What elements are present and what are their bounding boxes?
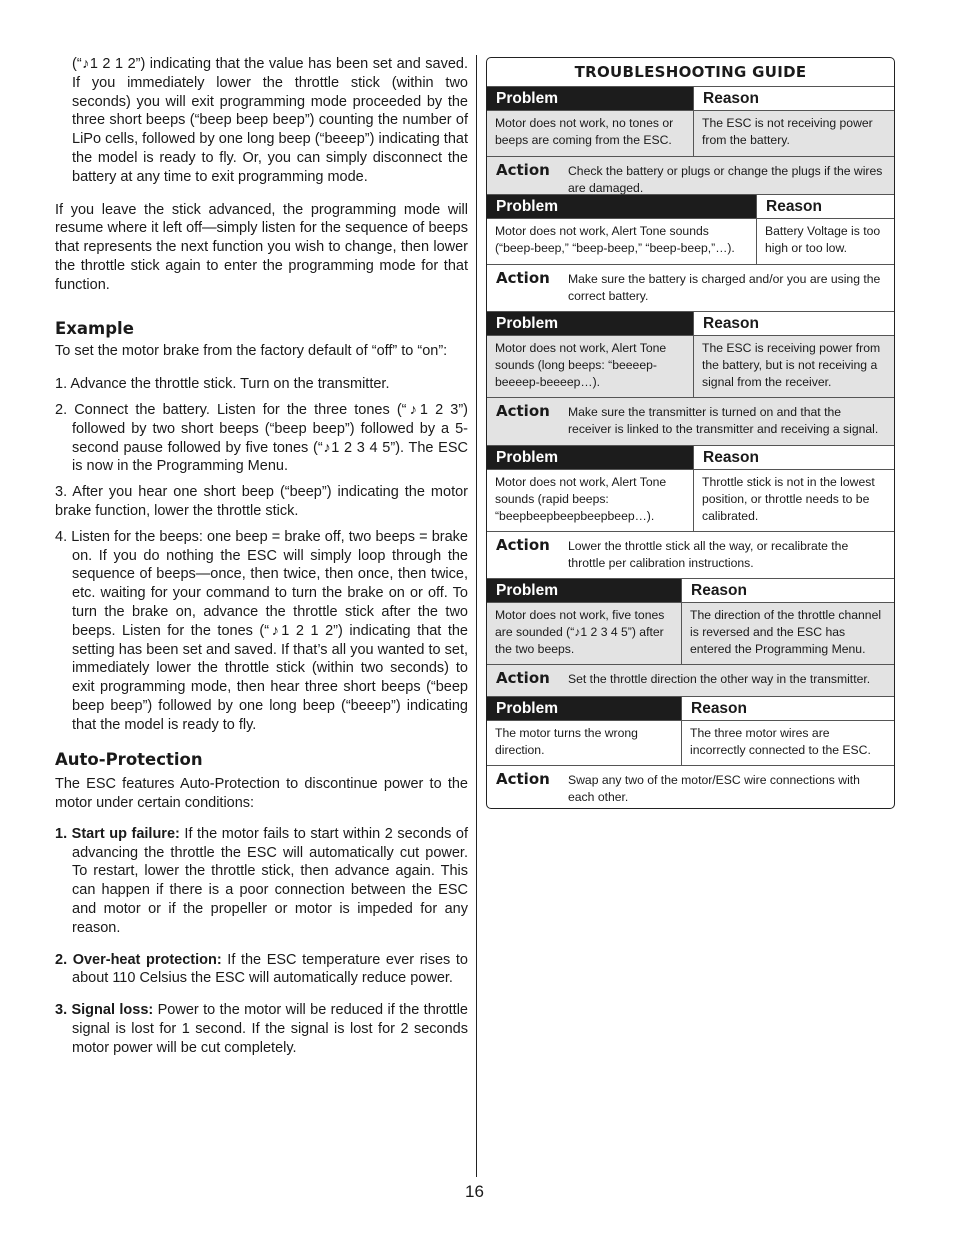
entry-body bbox=[487, 110, 894, 156]
paragraph-programming-exit: (“♪1 2 1 2”) indicating that the value has been set and saved. If you immediately lower the throttle stick (within two seconds) you will exit programming mode proceeded by the three short beeps (“beep beep beep”) counting the number of LiPo cells, followed by one long beep (“beeep”) indicating that the model is ready to fly. Or, you can simply disconnect the battery at any time to exit programming mode. bbox=[72, 56, 468, 185]
problem-label: Problem bbox=[487, 697, 681, 720]
problem-label: Problem bbox=[487, 579, 681, 602]
troubleshooting-entry bbox=[487, 194, 894, 311]
troubleshooting-entry bbox=[487, 311, 894, 445]
troubleshooting-guide bbox=[486, 57, 895, 809]
entry-header bbox=[487, 195, 894, 218]
problem-text: Motor does not work, five tones are sounded (“♪1 2 3 4 5”) after the two beeps. bbox=[487, 603, 681, 664]
reason-label: Reason bbox=[693, 312, 894, 335]
reason-text: Throttle stick is not in the lowest position, or throttle needs to be calibrated. bbox=[693, 470, 894, 531]
problem-label: Problem bbox=[487, 87, 693, 110]
entry-body bbox=[487, 602, 894, 664]
reason-text: The ESC is not receiving power from the battery. bbox=[693, 111, 894, 156]
entry-action bbox=[487, 664, 894, 696]
action-label: Action bbox=[496, 536, 550, 554]
protection-label: 1. Start up failure: bbox=[55, 825, 180, 842]
entry-action bbox=[487, 156, 894, 194]
entry-action bbox=[487, 531, 894, 578]
action-text: Make sure the transmitter is turned on and that the receiver is linked to the transmitter and receiving a signal. bbox=[568, 405, 879, 436]
page-number: 16 bbox=[465, 1182, 484, 1201]
reason-text: Battery Voltage is too high or too low. bbox=[756, 219, 894, 264]
entry-action bbox=[487, 765, 894, 809]
protection-signal-loss bbox=[55, 1001, 468, 1057]
protection-text: If the ESC temperature ever rises to about 110 Celsius the ESC will automatically reduce power. bbox=[72, 951, 468, 987]
action-text: Lower the throttle stick all the way, or recalibrate the throttle per calibration instructions. bbox=[568, 539, 849, 570]
action-text: Check the battery or plugs or change the plugs if the wires are damaged. bbox=[568, 164, 883, 195]
example-step-1: 1. Advance the throttle stick. Turn on the transmitter. bbox=[55, 376, 390, 393]
action-text: Make sure the battery is charged and/or you are using the correct battery. bbox=[568, 272, 881, 303]
entry-header bbox=[487, 312, 894, 335]
reason-text: The ESC is receiving power from the battery, but is not receiving a signal from the receiver. bbox=[693, 336, 894, 397]
entry-header bbox=[487, 446, 894, 469]
action-text: Set the throttle direction the other way in the transmitter. bbox=[568, 672, 871, 686]
action-label: Action bbox=[496, 669, 550, 687]
paragraph-stick-advanced: If you leave the stick advanced, the programming mode will resume where it left off—simply listen for the sequence of beeps that represents the next function you wish to change, then lower the throttle stick again to enter the programming mode for that function. bbox=[55, 201, 468, 293]
troubleshooting-entry bbox=[487, 696, 894, 809]
example-step-2: 2. Connect the battery. Listen for the three tones (“♪1 2 3”) followed by two short beeps (“beep beep”) followed by a 5-second pause followed by five tones (“♪1 2 3 4 5”). The ESC is now in the Programming Menu. bbox=[55, 401, 468, 475]
entry-action bbox=[487, 264, 894, 311]
reason-label: Reason bbox=[681, 697, 894, 720]
troubleshooting-entry bbox=[487, 445, 894, 578]
action-label: Action bbox=[496, 770, 550, 788]
entry-action bbox=[487, 397, 894, 445]
action-label: Action bbox=[496, 269, 550, 287]
entry-header bbox=[487, 87, 894, 110]
entry-body bbox=[487, 720, 894, 765]
guide-title: TROUBLESHOOTING GUIDE bbox=[574, 63, 807, 81]
protection-text: Power to the motor will be reduced if the throttle signal is lost for 1 second. If the signal is lost for 2 seconds motor power will be cut completely. bbox=[72, 1002, 468, 1056]
entry-body bbox=[487, 469, 894, 531]
problem-text: Motor does not work, Alert Tone sounds (rapid beeps: “beepbeepbeepbeepbeep…). bbox=[495, 475, 667, 523]
protection-start-up-failure bbox=[55, 825, 468, 938]
heading-auto-protection: Auto-Protection bbox=[55, 749, 203, 769]
auto-protection-intro: The ESC features Auto-Protection to discontinue power to the motor under certain conditions: bbox=[55, 776, 468, 812]
protection-text: If the motor fails to start within 2 seconds of advancing the throttle the ESC will automatically cut power. To restart, lower the throttle stick, then advance again. This can happen if there is a poor connection between the ESC and motor or if the propeller or motor is impeded for any reason. bbox=[72, 825, 468, 936]
action-label: Action bbox=[496, 161, 550, 179]
problem-text: The motor turns the wrong direction. bbox=[495, 726, 638, 757]
troubleshooting-entry bbox=[487, 578, 894, 696]
protection-label: 2. Over-heat protection: bbox=[55, 951, 222, 968]
protection-over-heat bbox=[55, 951, 468, 989]
protection-label: 3. Signal loss: bbox=[55, 1002, 154, 1019]
entry-header bbox=[487, 697, 894, 720]
problem-text: Motor does not work, Alert Tone sounds (long beeps: “beeeep-beeeep-beeeep…). bbox=[487, 336, 693, 397]
example-step-3: 3. After you hear one short beep (“beep”) indicating the motor brake function, lower the throttle stick. bbox=[55, 484, 468, 519]
entry-body bbox=[487, 218, 894, 264]
problem-text: Motor does not work, Alert Tone sounds (“beep-beep,” “beep-beep,” “beep-beep,”…). bbox=[495, 224, 735, 255]
column-divider bbox=[476, 55, 477, 1177]
reason-text: The direction of the throttle channel is reversed and the ESC has entered the Programming Menu. bbox=[681, 603, 894, 664]
left-column bbox=[55, 55, 468, 1058]
example-intro: To set the motor brake from the factory default of “off” to “on”: bbox=[55, 343, 448, 360]
action-text: Swap any two of the motor/ESC wire connections with each other. bbox=[568, 773, 860, 804]
example-step-4: 4. Listen for the beeps: one beep = brake off, two beeps = brake on. If you do nothing the ESC will simply loop through the sequence of beeps—once, then twice, then once, then twice, etc. waiting for your command to turn the brake on or off. To turn the brake on, advance the throttle stick after the two beeps. Listen for the tones (“♪1 2 1 2”) indicating that the setting has been set and saved. If that’s all you wanted to set, immediately lower the throttle stick (within two seconds) to exit programming mode, then hear three short beeps (“beep beep beep”) followed by one long beep (“beeep”) indicating that the model is ready to fly. bbox=[55, 528, 468, 733]
reason-label: Reason bbox=[693, 446, 894, 469]
entry-header bbox=[487, 579, 894, 602]
problem-text: Motor does not work, no tones or beeps are coming from the ESC. bbox=[487, 111, 693, 156]
troubleshooting-entry bbox=[487, 86, 894, 194]
reason-label: Reason bbox=[756, 195, 894, 218]
problem-label: Problem bbox=[487, 195, 756, 218]
problem-label: Problem bbox=[487, 446, 693, 469]
problem-label: Problem bbox=[487, 312, 693, 335]
entry-body bbox=[487, 335, 894, 397]
reason-label: Reason bbox=[681, 579, 894, 602]
action-label: Action bbox=[496, 402, 550, 420]
reason-text: The three motor wires are incorrectly connected to the ESC. bbox=[681, 721, 894, 765]
reason-label: Reason bbox=[693, 87, 894, 110]
heading-example: Example bbox=[55, 318, 134, 338]
